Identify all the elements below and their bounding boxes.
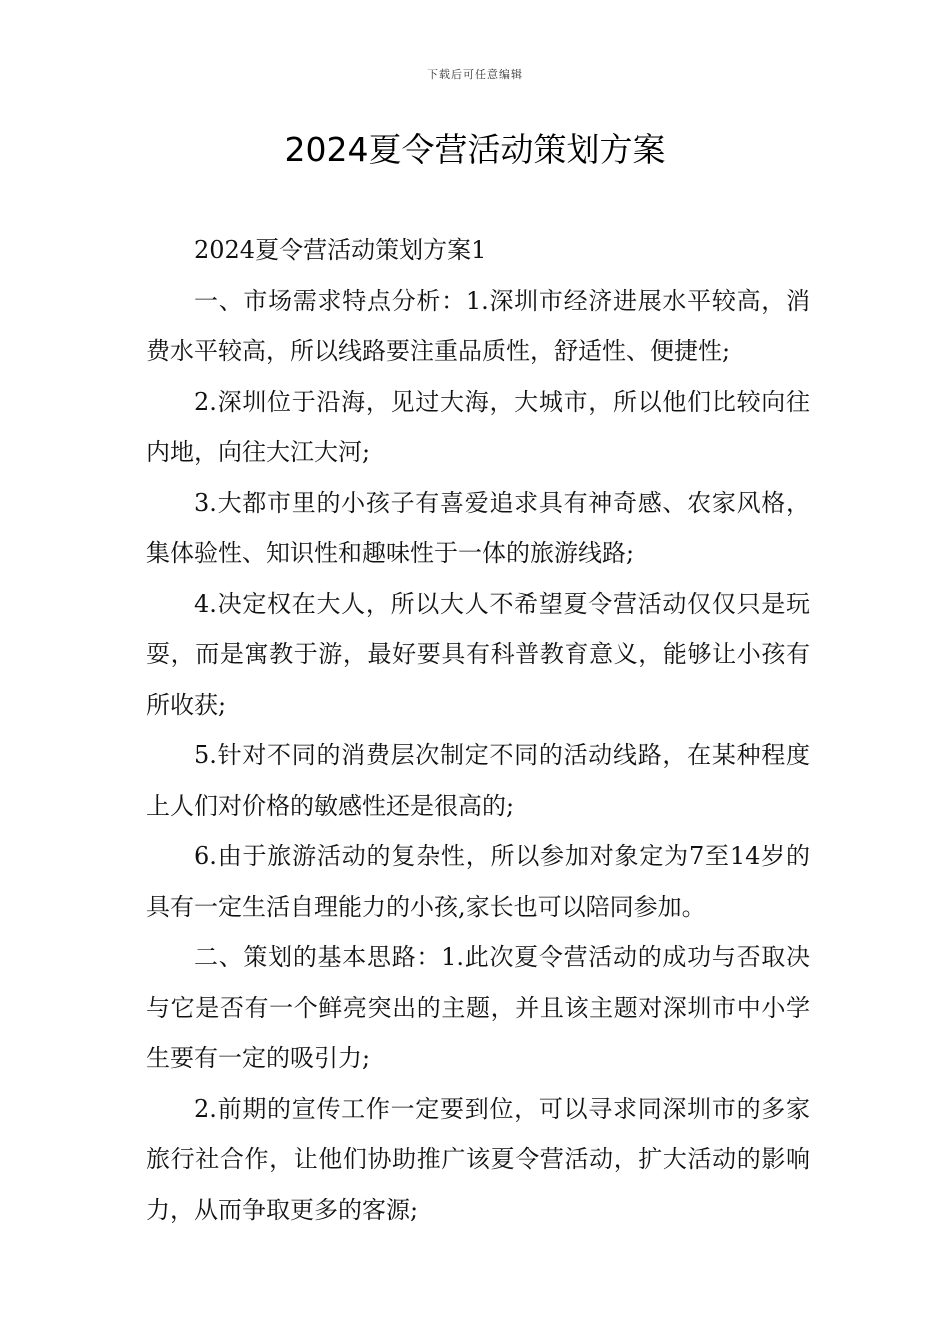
paragraph: 2.前期的宣传工作一定要到位，可以寻求同深圳市的多家旅行社合作，让他们协助推广该夏令营活动，扩大活动的影响力，从而争取更多的客源; bbox=[146, 1094, 810, 1224]
document-body bbox=[146, 225, 810, 1235]
document-title: 2024夏令营活动策划方案 bbox=[284, 130, 666, 169]
paragraph: 5.针对不同的消费层次制定不同的活动线路，在某种程度上人们对价格的敏感性还是很高的; bbox=[146, 741, 810, 820]
paragraph: 二、策划的基本思路：1.此次夏令营活动的成功与否取决与它是否有一个鲜亮突出的主题，并且该主题对深圳市中小学生要有一定的吸引力; bbox=[146, 943, 810, 1072]
paragraph: 2.深圳位于沿海，见过大海，大城市，所以他们比较向往内地，向往大江大河; bbox=[146, 387, 810, 466]
paragraph: 一、市场需求特点分析：1.深圳市经济进展水平较高，消费水平较高，所以线路要注重品质性，舒适性、便捷性; bbox=[146, 286, 810, 365]
paragraph: 3.大都市里的小孩子有喜爱追求具有神奇感、农家风格，集体验性、知识性和趣味性于一体的旅游线路; bbox=[146, 488, 810, 567]
paragraph: 4.决定权在大人，所以大人不希望夏令营活动仅仅只是玩耍，而是寓教于游，最好要具有科普教育意义，能够让小孩有所收获; bbox=[146, 589, 810, 719]
paragraph-subtitle: 2024夏令营活动策划方案1 bbox=[194, 236, 487, 264]
header-note: 下载后可任意编辑 bbox=[427, 68, 523, 81]
paragraph: 6.由于旅游活动的复杂性，所以参加对象定为7至14岁的具有一定生活自理能力的小孩,家长也可以陪同参加。 bbox=[146, 842, 810, 921]
